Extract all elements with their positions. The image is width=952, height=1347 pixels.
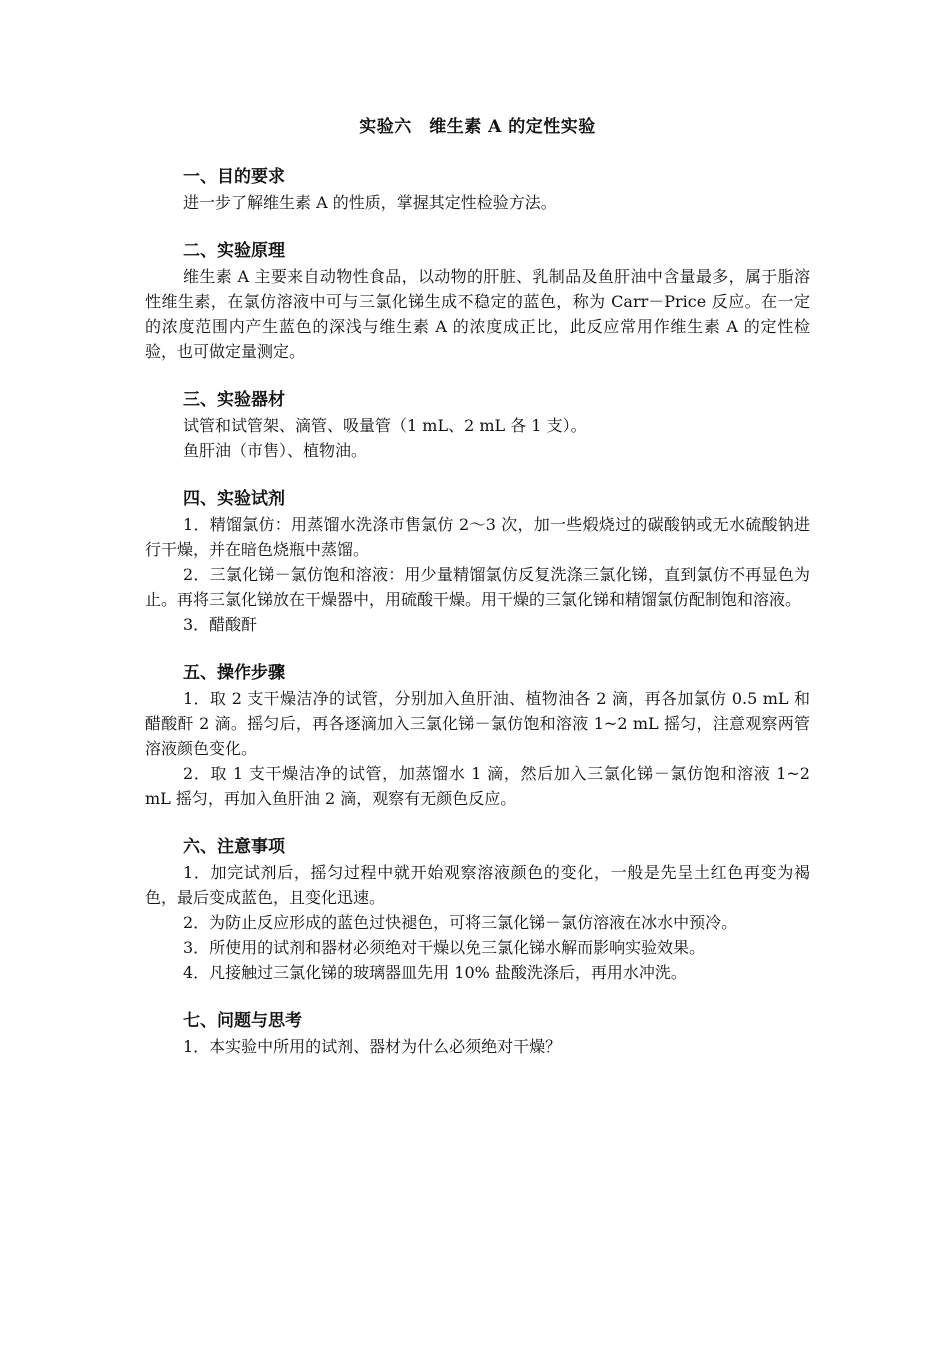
- section-reagents: [145, 487, 810, 637]
- paragraph: 2．三氯化锑－氯仿饱和溶液：用少量精馏氯仿反复洗涤三氯化锑，直到氯仿不再显色为止。再将三氯化锑放在干燥器中，用硫酸干燥。用干燥的三氯化锑和精馏氯仿配制饱和溶液。: [145, 565, 810, 609]
- paragraph: 1．取 2 支干燥洁净的试管，分别加入鱼肝油、植物油各 2 滴，再各加氯仿 0.5 mL 和醋酸酐 2 滴。摇匀后，再各逐滴加入三氯化锑－氯仿饱和溶液 1~2 mL 摇匀，注意观察两管溶液颜色变化。: [145, 689, 810, 758]
- section-heading: 四、实验试剂: [183, 489, 285, 509]
- paragraph: 1．加完试剂后，摇匀过程中就开始观察溶液颜色的变化，一般是先呈土红色再变为褐色，最后变成蓝色，且变化迅速。: [145, 863, 810, 907]
- paragraph: 4．凡接触过三氯化锑的玻璃器皿先用 10% 盐酸洗涤后，再用水冲洗。: [183, 963, 687, 982]
- paragraph: 维生素 A 主要来自动物性食品，以动物的肝脏、乳制品及鱼肝油中含量最多，属于脂溶性维生素，在氯仿溶液中可与三氯化锑生成不稳定的蓝色，称为 Carr－Price 反应。在一定的浓度范围内产生蓝色的深浅与维生素 A 的浓度成正比，此反应常用作维生素 A 的定性检验，也可做定量测定。: [145, 267, 810, 361]
- section-heading: 七、问题与思考: [183, 1011, 302, 1031]
- page-title: 实验六 维生素 A 的定性实验: [359, 117, 596, 137]
- paragraph: 3．所使用的试剂和器材必须绝对干燥以免三氯化锑水解而影响实验效果。: [183, 938, 706, 957]
- section-heading: 一、目的要求: [183, 167, 285, 187]
- document-page: [145, 114, 810, 1083]
- section-heading: 五、操作步骤: [183, 663, 285, 683]
- paragraph: 2．为防止反应形成的蓝色过快褪色，可将三氯化锑－氯仿溶液在冰水中预冷。: [183, 913, 738, 932]
- section-heading: 六、注意事项: [183, 837, 285, 857]
- section-principle: [145, 239, 810, 364]
- paragraph: 1．本实验中所用的试剂、器材为什么必须绝对干燥？: [183, 1037, 562, 1056]
- section-questions: [145, 1009, 810, 1059]
- section-heading: 二、实验原理: [183, 241, 285, 261]
- section-purpose: [145, 165, 810, 215]
- paragraph: 3．醋酸酐: [183, 615, 258, 634]
- section-notes: [145, 835, 810, 985]
- paragraph: 进一步了解维生素 A 的性质，掌握其定性检验方法。: [183, 193, 557, 212]
- section-heading: 三、实验器材: [183, 390, 285, 410]
- paragraph: 试管和试管架、滴管、吸量管（1 mL、2 mL 各 1 支）。: [183, 416, 587, 435]
- paragraph: 2．取 1 支干燥洁净的试管，加蒸馏水 1 滴，然后加入三氯化锑－氯仿饱和溶液 1~2 mL 摇匀，再加入鱼肝油 2 滴，观察有无颜色反应。: [145, 764, 810, 808]
- paragraph: 1．精馏氯仿：用蒸馏水洗涤市售氯仿 2～3 次，加一些煅烧过的碳酸钠或无水硫酸钠进行干燥，并在暗色烧瓶中蒸馏。: [145, 515, 810, 559]
- section-equipment: [145, 388, 810, 463]
- section-procedure: [145, 661, 810, 811]
- paragraph: 鱼肝油（市售）、植物油。: [183, 441, 368, 460]
